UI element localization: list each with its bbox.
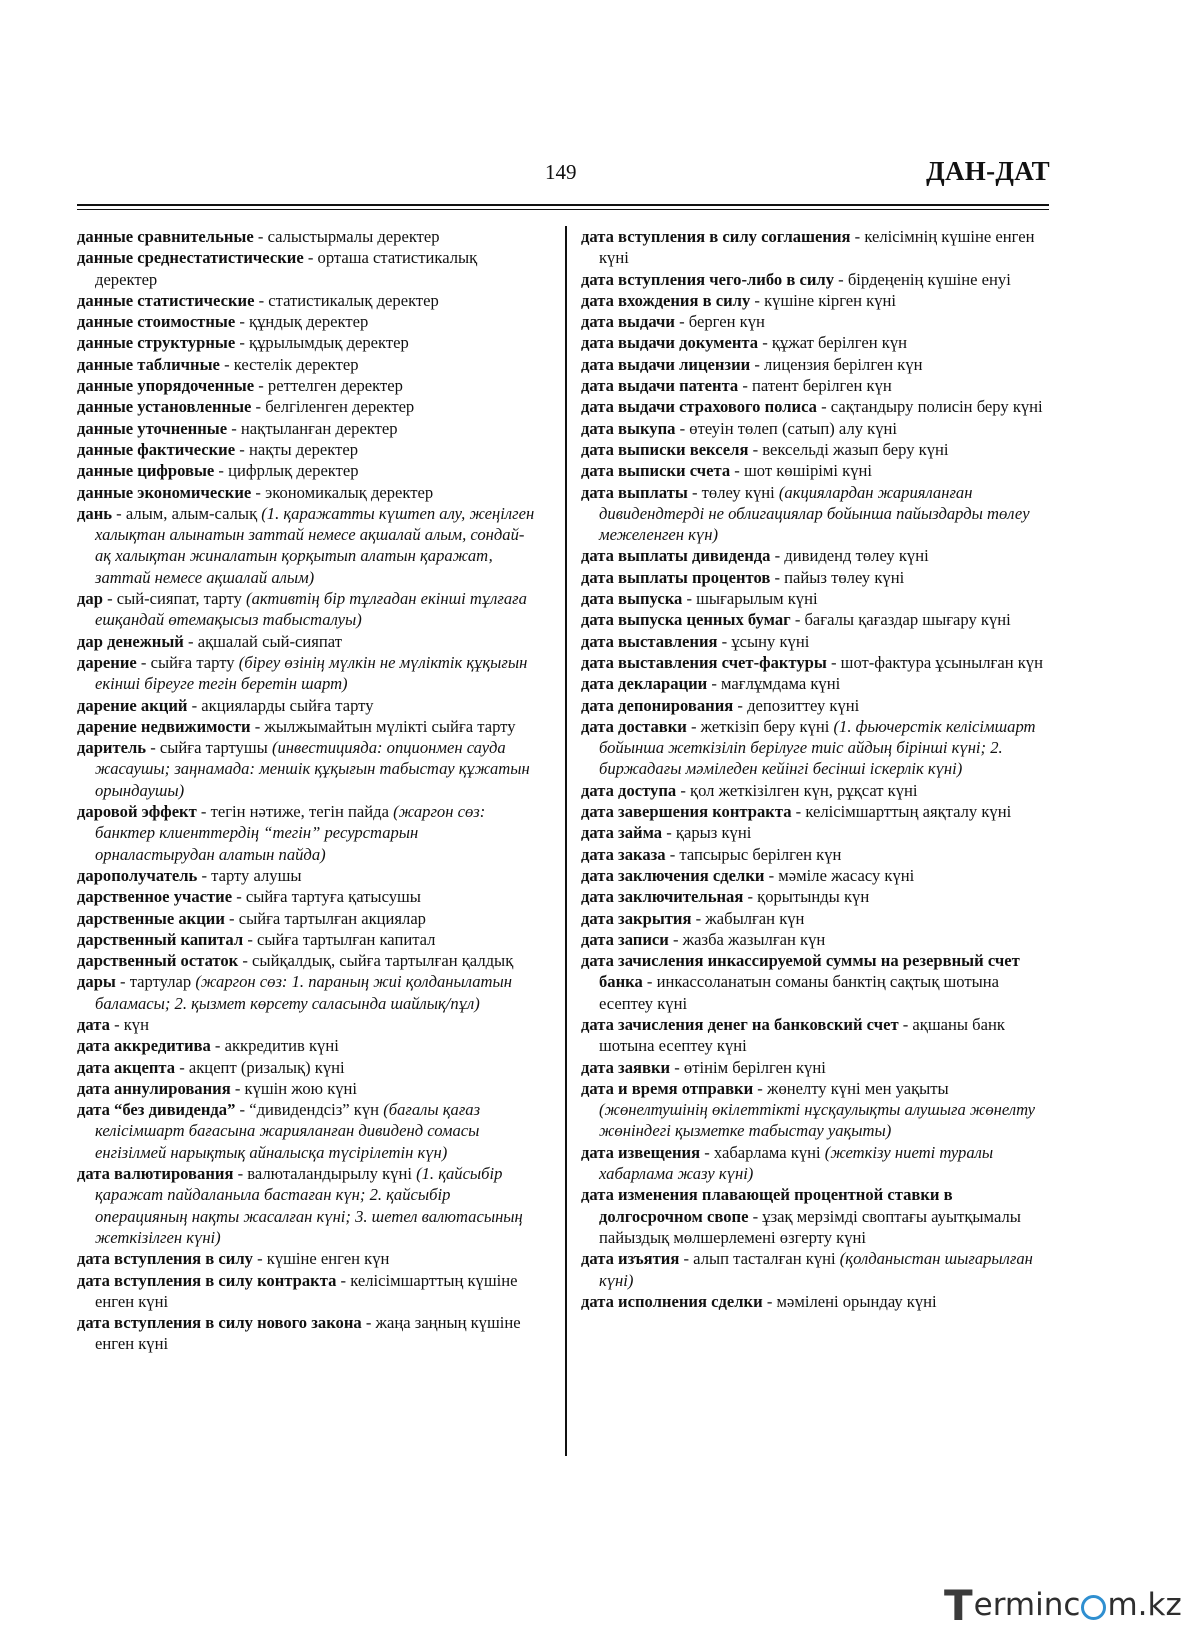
entry-term: дата заказа (581, 844, 666, 864)
entry-term: дата “без дивиденда” (77, 1100, 236, 1120)
entry-definition: - валюталандырылу күні (233, 1164, 417, 1184)
entry-term: дата вступления чего-либо в силу (581, 269, 835, 289)
entry-definition: - жөнелту күні мен уақыты (753, 1078, 949, 1098)
entry-term: дата аккредитива (77, 1036, 211, 1056)
entry-definition: - жылжымайтын мүлікті сыйға тарту (250, 716, 516, 736)
entry-definition: - дивиденд төлеу күні (770, 546, 929, 566)
dictionary-entry (77, 695, 539, 716)
entry-term: дата заявки (581, 1057, 671, 1077)
entry-definition: - депозиттеу күні (733, 695, 860, 715)
entry-definition: - сыйға тартушы (146, 738, 272, 758)
header-rule-thick (77, 204, 1049, 206)
entry-definition: - статистикалық деректер (254, 290, 439, 310)
dictionary-entry (581, 780, 1049, 801)
entry-term: данные уточненные (77, 418, 228, 438)
dictionary-entry (77, 1248, 539, 1269)
entry-term: дань (77, 503, 113, 523)
entry-term: дата выплаты (581, 482, 688, 502)
entry-definition: - құжат берілген күн (758, 333, 908, 353)
header-rule-thin (77, 209, 1049, 210)
entry-definition: - сыйға тартуға қатысушы (232, 887, 421, 907)
entry-definition: - жазба жазылған күн (668, 929, 826, 949)
entry-definition: - жабылған күн (691, 908, 805, 928)
dictionary-entry (77, 396, 539, 417)
entry-note: (жаргон сөз: банктер клиенттердің “тегін” ресурстарын орналастырудан алатын пайда) (95, 802, 486, 864)
entry-term: дата выкупа (581, 418, 676, 438)
entry-definition: - инкассоланатын соманы банктің сақтық шотына есептеу күні (599, 972, 1000, 1013)
dictionary-entry (77, 865, 539, 886)
entry-term: дата доставки (581, 716, 687, 736)
dictionary-entry (581, 631, 1049, 652)
dictionary-entry (581, 396, 1049, 417)
entry-term: дата выставления (581, 631, 718, 651)
entry-note: (1. қайсыбір қаражат пайдаланыла бастаған күн; 2. қайсыбір операцияның нақты жасалған күні; 3. шетел валютасының жеткізілген күні) (95, 1164, 523, 1247)
entry-term: данные среднестатистические (77, 248, 304, 268)
entry-definition: - ұзақ мерзімді своптағы ауытқымалы пайыздық мөлшерлемені өзгерту күні (599, 1206, 1021, 1247)
entry-term: дата выпуска (581, 589, 683, 609)
entry-definition: - өтеуін төлеп (сатып) алу күні (675, 418, 898, 438)
entry-definition: - нақты деректер (235, 439, 359, 459)
entry-term: дата завершения контракта (581, 802, 792, 822)
entry-term: дата доступа (581, 780, 677, 800)
entry-term: дарение (77, 652, 137, 672)
entry-definition: - құрылымдық деректер (235, 333, 409, 353)
dictionary-entry (77, 354, 539, 375)
entry-term: дата выдачи (581, 312, 675, 332)
running-head: ДАН-ДАТ (926, 156, 1050, 186)
entry-term: дары (77, 972, 116, 992)
entry-term: даровой эффект (77, 802, 197, 822)
entry-term: дар денежный (77, 631, 184, 651)
entry-definition: - жаңа заңның күшіне енген күні (95, 1313, 521, 1354)
entry-term: дата изъятия (581, 1249, 680, 1269)
dictionary-entry (77, 737, 539, 801)
dictionary-entry (581, 908, 1049, 929)
entry-definition: - аккредитив күні (210, 1036, 339, 1056)
dictionary-entry (77, 439, 539, 460)
entry-term: дата изменения плавающей процентной ставки в долгосрочном свопе (581, 1185, 953, 1226)
entry-term: дата депонирования (581, 695, 734, 715)
entry-term: данные табличные (77, 354, 220, 374)
entry-definition: - келісімнің күшіне енген күні (599, 227, 1035, 268)
entry-definition: - мәмілені орындау күні (762, 1291, 937, 1311)
dictionary-entry (77, 971, 539, 1014)
entry-term: данные стоимостные (77, 312, 236, 332)
dictionary-entry (77, 482, 539, 503)
dictionary-entry (581, 716, 1049, 780)
logo-letter-t: T (944, 1580, 973, 1630)
entry-definition: - акцепт (ризалық) күні (175, 1057, 345, 1077)
entry-term: дата вхождения в силу (581, 290, 751, 310)
entry-definition: - келісімшарттың күшіне енген күні (95, 1270, 518, 1311)
entry-term: дарственное участие (77, 887, 233, 907)
dictionary-entry (77, 418, 539, 439)
dictionary-entry (581, 332, 1049, 353)
dictionary-entry (77, 226, 539, 247)
entry-term: данные упорядоченные (77, 376, 255, 396)
dictionary-entry (77, 1014, 539, 1035)
entry-definition: - күшін жою күні (230, 1078, 358, 1098)
entry-term: дарополучатель (77, 865, 198, 885)
dictionary-entry (581, 695, 1049, 716)
entry-note: (жаргон сөз: 1. параның жиі қолданылатын баламасы; 2. қызмет көрсету саласында шайлық/пұл) (95, 972, 512, 1013)
column-divider (565, 226, 567, 1456)
entry-note: (акциялардан жарияланған дивидендтерді не облигациялар бойынша пайыздарды төлеу межеленген күн) (599, 482, 1030, 545)
entry-term: дата записи (581, 929, 669, 949)
entry-note: (1. қаражатты күштеп алу, жеңілген халықтан алынатын заттай немесе ақшалай алым, сондай-ақ халықтан жиналатын қорқытып алатын қаражат, заттай немесе ақшалай алым) (95, 503, 535, 587)
entry-definition: - жеткізіп беру күні (686, 716, 834, 736)
entry-definition: - белгіленген деректер (251, 397, 415, 417)
entry-term: дата и время отправки (581, 1078, 754, 1098)
entry-definition: - орташа статистикалық деректер (95, 248, 478, 289)
dictionary-entry (581, 545, 1049, 566)
dictionary-entry (77, 503, 539, 588)
dictionary-entry (77, 1078, 539, 1099)
entry-term: дата выписки векселя (581, 439, 749, 459)
dictionary-entry (581, 567, 1049, 588)
entry-term: дата закрытия (581, 908, 692, 928)
entry-definition: - экономикалық деректер (251, 482, 434, 502)
entry-term: данные сравнительные (77, 227, 254, 246)
dictionary-entry (581, 844, 1049, 865)
entry-definition: - құндық деректер (235, 312, 369, 332)
dictionary-entry (581, 1014, 1049, 1057)
entry-definition: - төлеу күні (687, 482, 779, 502)
entry-definition: - мәміле жасасу күні (764, 865, 915, 885)
entry-term: дарственный капитал (77, 929, 244, 949)
dictionary-entry (581, 375, 1049, 396)
entry-definition: - сақтандыру полисін беру күні (816, 397, 1043, 417)
entry-definition: - сыйға тарту (136, 652, 239, 672)
entry-term: дата выдачи патента (581, 376, 739, 396)
dictionary-entry (581, 609, 1049, 630)
entry-definition: - бағалы қағаздар шығару күні (790, 610, 1011, 630)
dictionary-entry (77, 929, 539, 950)
dictionary-entry (581, 1057, 1049, 1078)
entry-term: дата выставления счет-фактуры (581, 652, 827, 672)
dictionary-entry (581, 1142, 1049, 1185)
entry-term: дарение недвижимости (77, 716, 251, 736)
dictionary-entry (581, 1291, 1049, 1312)
dictionary-entry (77, 1163, 539, 1248)
dictionary-entry (77, 460, 539, 481)
entry-term: дата выдачи страхового полиса (581, 397, 817, 417)
entry-term: дата вступления в силу нового закона (77, 1313, 362, 1333)
dictionary-entry (581, 673, 1049, 694)
entry-definition: - шот-фактура ұсынылған күн (826, 652, 1043, 672)
entry-term: дата вступления в силу соглашения (581, 227, 851, 246)
dictionary-entry (77, 1099, 539, 1163)
entry-term: дата займа (581, 823, 663, 843)
dictionary-entry (581, 269, 1049, 290)
entry-definition: - сыйға тартылған акциялар (224, 908, 426, 928)
entry-term: даритель (77, 738, 147, 758)
left-column (77, 226, 539, 1355)
dictionary-entry (77, 886, 539, 907)
entry-definition: - пайыз төлеу күні (770, 567, 905, 587)
entry-term: данные цифровые (77, 461, 215, 481)
entry-definition: - тегін нәтиже, тегін пайда (196, 802, 394, 822)
entry-definition: - күшіне енген күн (252, 1249, 390, 1269)
dictionary-entry (77, 1057, 539, 1078)
entry-definition: - салыстырмалы деректер (253, 227, 440, 246)
entry-definition: - цифрлық деректер (214, 461, 359, 481)
entry-term: дата выписки счета (581, 461, 731, 481)
entry-term: дарение акций (77, 695, 188, 715)
entry-definition: - лицензия берілген күн (750, 354, 923, 374)
entry-definition: - берген күн (674, 312, 765, 332)
dictionary-entry (581, 950, 1049, 1014)
entry-term: дата зачисления денег на банковский счет (581, 1014, 899, 1034)
dictionary-entry (77, 247, 539, 290)
entry-term: дата вступления в силу (77, 1249, 253, 1269)
entry-note: (жөнелтушінің өкілеттікті нұсқаулықты алушыға жөнелту жөніндегі қызметке табыстау уақыты) (599, 1100, 1036, 1141)
entry-definition: - нақтыланған деректер (227, 418, 398, 438)
dictionary-entry (77, 631, 539, 652)
dictionary-entry (581, 588, 1049, 609)
entry-definition: - тапсырыс берілген күн (665, 844, 842, 864)
entry-definition: - патент берілген күн (738, 376, 892, 396)
entry-term: дата выплаты дивиденда (581, 546, 771, 566)
dictionary-entry (581, 226, 1049, 269)
dictionary-entry (581, 652, 1049, 673)
entry-definition: - хабарлама күні (700, 1142, 825, 1162)
entry-term: дата аннулирования (77, 1078, 231, 1098)
dictionary-entry (581, 418, 1049, 439)
entry-term: дата выплаты процентов (581, 567, 771, 587)
entry-note: (қолданыстан шығарылған күні) (599, 1249, 1033, 1290)
entry-term: дата акцепта (77, 1057, 176, 1077)
dictionary-entry (581, 801, 1049, 822)
entry-definition: - ақшаны банк шотына есептеу күні (599, 1014, 1005, 1056)
entry-term: дата зачисления инкассируемой суммы на резервный счет банка (581, 951, 1020, 992)
dictionary-entry (581, 290, 1049, 311)
logo-text-part1: erminc (973, 1587, 1081, 1623)
entry-note: (бағалы қағаз келісімшарт бағасына жарияланған дивиденд сомасы енгізілмей нарықтық айналысқа түсірілетін күн) (95, 1100, 481, 1162)
entry-note: (инвестицияда: опционмен сауда жасаушы; заңнамада: меншік құқығын табыстау құжатын орындаушы) (95, 738, 530, 800)
entry-definition: - тартулар (115, 972, 196, 992)
entry-term: дата выпуска ценных бумаг (581, 610, 791, 630)
entry-definition: - алып тасталған күні (679, 1249, 840, 1269)
dictionary-entry (581, 1078, 1049, 1142)
dictionary-entry (77, 652, 539, 695)
entry-definition: - сыйға тартылған капитал (243, 929, 436, 949)
entry-definition: - тарту алушы (197, 865, 302, 885)
entry-term: дата вступления в силу контракта (77, 1270, 337, 1290)
dictionary-entry (581, 439, 1049, 460)
entry-note: (жеткізу ниеті туралы хабарлама жазу күні) (599, 1142, 994, 1184)
entry-term: дата (77, 1014, 110, 1034)
entry-term: данные фактические (77, 439, 236, 459)
entry-definition: - күшіне кірген күні (750, 290, 897, 310)
entry-definition: - ұсыну күні (717, 631, 810, 651)
dictionary-entry (77, 332, 539, 353)
entry-definition: - қорытынды күн (743, 887, 870, 907)
dictionary-entry (581, 311, 1049, 332)
dictionary-entry (77, 1312, 539, 1355)
entry-definition: - алым, алым-салық (112, 503, 262, 523)
entry-definition: - сый-сияпат, тарту (102, 589, 247, 609)
dictionary-entry (77, 716, 539, 737)
entry-term: дата декларации (581, 674, 708, 694)
dictionary-entry (77, 908, 539, 929)
entry-definition: - қарыз күні (662, 823, 752, 843)
entry-definition: - күн (109, 1014, 149, 1034)
entry-term: данные экономические (77, 482, 252, 502)
entry-term: дарственный остаток (77, 951, 239, 971)
entry-definition: - шығарылым күні (682, 589, 818, 609)
entry-term: данные установленные (77, 397, 252, 417)
entry-term: дата валютирования (77, 1164, 234, 1184)
dictionary-entry (581, 1184, 1049, 1248)
right-column (581, 226, 1049, 1312)
dictionary-entry (77, 1270, 539, 1313)
entry-definition: - кестелік деректер (219, 354, 359, 374)
entry-note: (1. фьючерстік келісімшарт бойынша жеткізіліп берілуге тиіс айдың бірінші күні; 2. биржадағы мәміледен кейінгі бесінші іскерлік күні) (599, 716, 1036, 779)
entry-term: дата выдачи лицензии (581, 354, 751, 374)
termincom-logo (944, 1580, 1182, 1630)
entry-definition: - мағлұмдама күні (707, 674, 841, 694)
entry-note: (активтің бір тұлғадан екінші тұлғаға ешқандай өтемақысыз табысталуы) (95, 589, 527, 630)
dictionary-entry (77, 311, 539, 332)
entry-definition: - өтінім берілген күні (670, 1057, 826, 1077)
dictionary-entry (581, 865, 1049, 886)
dictionary-entry (77, 588, 539, 631)
entry-definition: - бірдеңенің күшіне енуі (834, 269, 1011, 289)
entry-term: дарственные акции (77, 908, 225, 928)
entry-term: дата выдачи документа (581, 333, 759, 353)
entry-definition: - сыйқалдық, сыйға тартылған қалдық (238, 951, 514, 971)
dictionary-entry (581, 1248, 1049, 1291)
entry-definition: - реттелген деректер (254, 376, 403, 396)
entry-term: дар (77, 589, 103, 609)
globe-icon (1081, 1595, 1106, 1620)
entry-definition: - шот көшірімі күні (730, 461, 872, 481)
entry-definition: - ақшалай сый-сияпат (183, 631, 342, 651)
entry-definition: - “дивидендсіз” күн (235, 1100, 384, 1120)
page-number: 149 (545, 160, 577, 184)
dictionary-entry (581, 886, 1049, 907)
dictionary-entry (581, 822, 1049, 843)
entry-term: дата заключительная (581, 887, 744, 907)
dictionary-entry (77, 375, 539, 396)
logo-text-part2: m.kz (1107, 1587, 1182, 1623)
dictionary-entry (77, 1035, 539, 1056)
dictionary-entry (581, 482, 1049, 546)
dictionary-entry (581, 460, 1049, 481)
entry-note: (біреу өзінің мүлкін не мүліктік құқығын екінші біреуге тегін беретін шарт) (95, 652, 528, 694)
entry-definition: - келісімшарттың аяқталу күні (791, 802, 1012, 822)
dictionary-entry (77, 801, 539, 865)
dictionary-entry (581, 929, 1049, 950)
entry-term: данные структурные (77, 333, 236, 353)
entry-term: дата заключения сделки (581, 865, 765, 885)
entry-definition: - қол жеткізілген күн, рұқсат күні (676, 780, 918, 800)
entry-term: дата исполнения сделки (581, 1291, 763, 1311)
dictionary-entry (77, 290, 539, 311)
entry-definition: - акцияларды сыйға тарту (187, 695, 374, 715)
entry-term: данные статистические (77, 290, 255, 310)
entry-definition: - вексельді жазып беру күні (748, 439, 949, 459)
dictionary-entry (77, 950, 539, 971)
entry-term: дата извещения (581, 1142, 701, 1162)
dictionary-entry (581, 354, 1049, 375)
